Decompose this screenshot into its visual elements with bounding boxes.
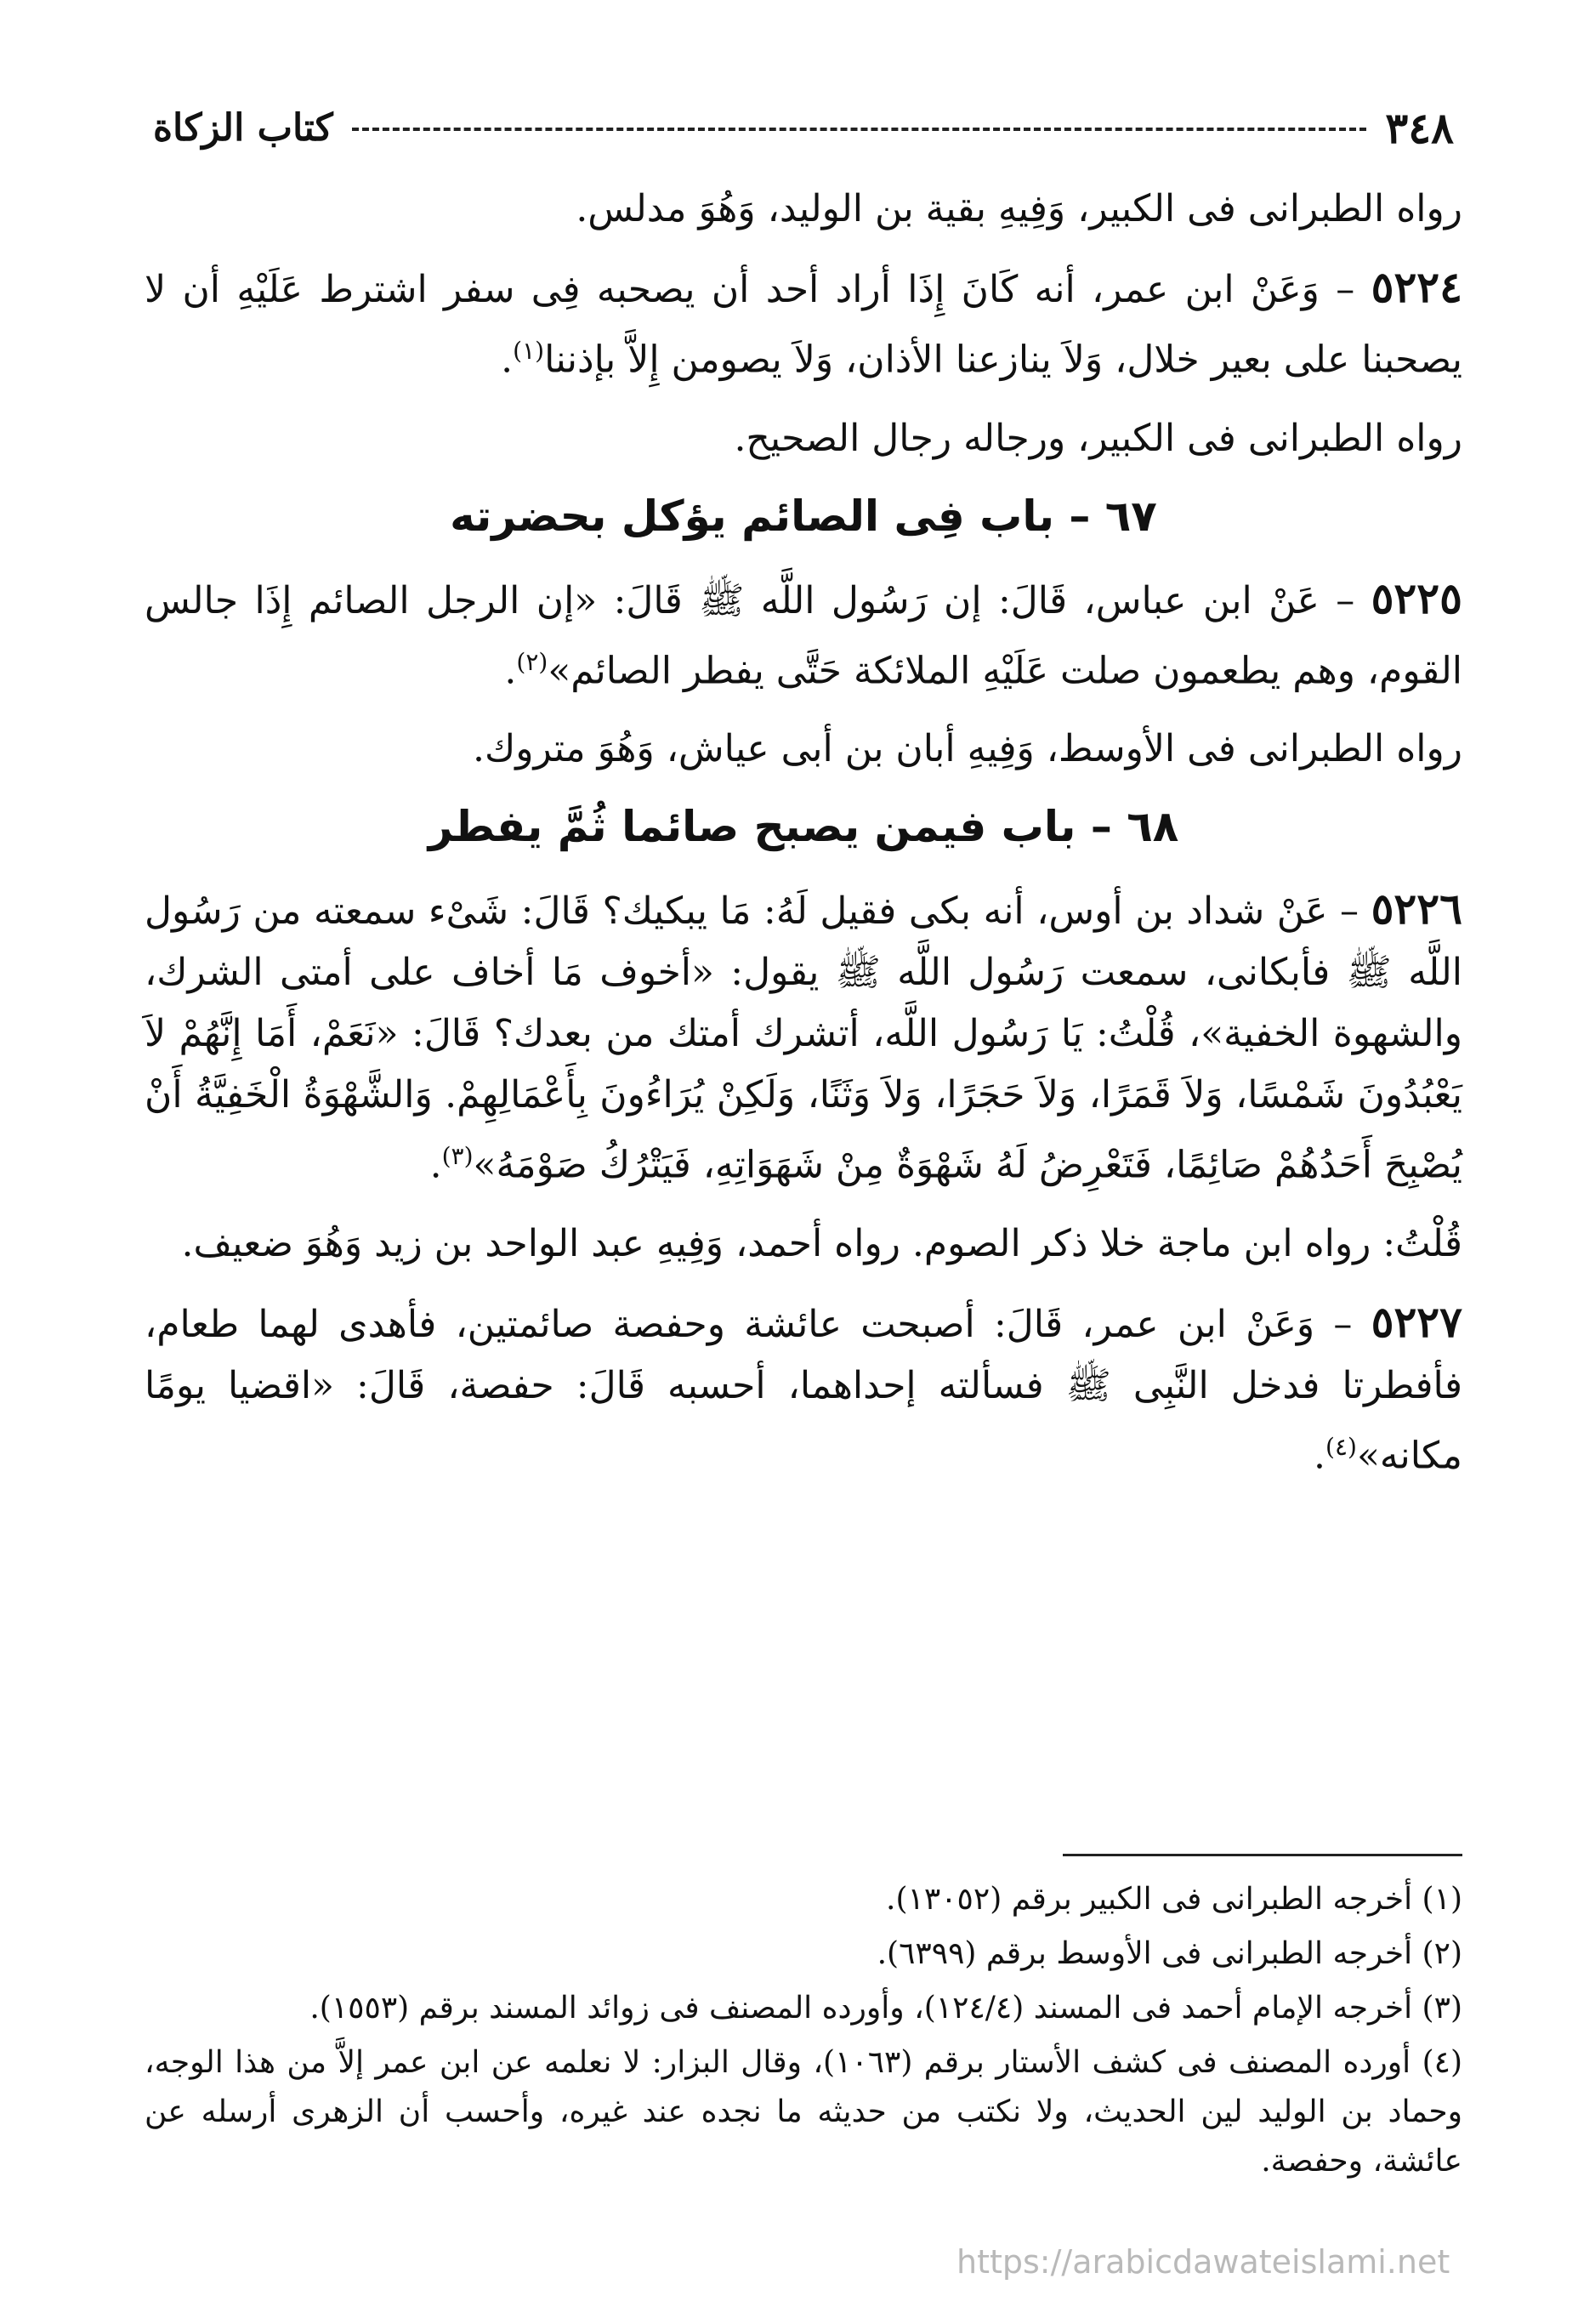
hadith-end: . [1314,1434,1326,1478]
hadith-text: – وَعَنْ ابن عمر، أنه كَانَ إِذَا أراد أحد أن يصحبه فِى سفر اشترط عَلَيْهِ أن لا يصحبنا على بعير خلال، وَلاَ ينازعنا الأذان، وَلاَ يصومن إِلاَّ بإذننا [145,268,1462,382]
hadith-5224 [145,257,1462,391]
main-text [145,179,1462,1504]
header-dashed-rule [352,128,1367,131]
footnote-ref: (١) [513,337,545,365]
hadith-number: ٥٢٢٤ [1371,262,1463,312]
hadith-text: – وَعَنْ ابن عمر، قَالَ: أصبحت عائشة وحفصة صائمتين، فأهدى لهما طعام، فأفطرتا فدخل النَّبِى ﷺ فسألته إحداهما، أحسبه قَالَ: حفصة، قَالَ: «اقضيا يومًا مكانه» [145,1302,1462,1478]
page-number: ٣٤٨ [1385,102,1454,153]
hadith-number: ٥٢٢٦ [1371,884,1462,935]
commentary-paragraph: قُلْتُ: رواه ابن ماجة خلا ذكر الصوم. رواه أحمد، وَفِيهِ عبد الواحد بن زيد وَهُوَ ضعيف. [181,1221,1462,1265]
hadith-text: – عَنْ ابن عباس، قَالَ: إن رَسُول اللَّه ﷺ قَالَ: «إن الرجل الصائم إِذَا جالس القوم، وهم يطعمون صلت عَلَيْهِ الملائكة حَتَّى يفطر الصائم» [145,578,1462,693]
footnote-ref: (٤) [1325,1432,1357,1461]
footnote-1: (١) أخرجه الطبرانى فى الكبير برقم (١٣٠٥٢). [886,1882,1462,1917]
footnote-3: (٣) أخرجه الإمام أحمد فى المسند (١٢٤/٤)، وأورده المصنف فى زوائد المسند برقم (١٥٥٣). [309,1991,1462,2026]
hadith-end: . [429,1143,442,1187]
hadith-5226 [145,878,1462,1196]
hadith-end: . [501,338,514,382]
hadith-5227 [145,1292,1462,1487]
commentary-paragraph: رواه الطبرانى فى الكبير، ورجاله رجال الصحيح. [734,416,1462,460]
footnote-ref: (٢) [516,647,548,676]
footnote-ref: (٣) [441,1142,474,1171]
footnotes [145,1875,1462,2191]
hadith-5225 [145,568,1462,702]
chapter-heading-67: ٦٧ – باب فِى الصائم يؤكل بحضرته [450,491,1157,541]
chapter-heading-68: ٦٨ – باب فيمن يصبح صائما ثُمَّ يفطر [428,802,1179,852]
hadith-end: . [504,649,517,693]
running-header [153,102,1454,153]
hadith-number: ٥٢٢٧ [1371,1296,1463,1347]
commentary-paragraph: رواه الطبرانى فى الكبير، وَفِيهِ بقية بن الوليد، وَهُوَ مدلس. [576,187,1462,230]
hadith-number: ٥٢٢٥ [1371,572,1462,623]
footnote-4: (٤) أورده المصنف فى كشف الأستار برقم (١٠٦٣)، وقال البزار: لا نعلمه عن ابن عمر إلاَّ من هذا الوجه، وحماد بن الوليد لين الحديث، ولا نكتب من حديثه ما نجده عند غيره، وأحسب أن الزهرى أرسله عن عائشة، وحفصة. [145,2045,1463,2179]
commentary-paragraph: رواه الطبرانى فى الأوسط، وَفِيهِ أبان بن أبى عياش، وَهُوَ متروك. [472,727,1462,771]
hadith-text: – عَنْ شداد بن أوس، أنه بكى فقيل لَهُ: مَا يبكيك؟ قَالَ: شَىْء سمعته من رَسُول اللَّه ﷺ فأبكانى، سمعت رَسُول اللَّه ﷺ يقول: «أخوف مَا أخاف على أمتى الشرك، والشهوة الخفية»، قُلْتُ: يَا رَسُول اللَّه، أتشرك أمتك من بعدك؟ قَالَ: «نَعَمْ، أَمَا إِنَّهُمْ لاَ يَعْبُدُونَ شَمْسًا، وَلاَ قَمَرًا، وَلاَ حَجَرًا، وَلاَ وَثَنًا، وَلَكِنْ يُرَاءُونَ بِأَعْمَالِهِمْ. وَالشَّهْوَةُ الْخَفِيَّةُ أَنْ يُصْبِحَ أَحَدُهُمْ صَائِمًا، فَتَعْرِضُ لَهُ شَهْوَةٌ مِنْ شَهَوَاتِهِ، فَيَتْرُكُ صَوْمَهُ» [145,889,1462,1187]
watermark-url: https://arabicdawateislami.net [956,2243,1450,2281]
footnote-2: (٢) أخرجه الطبرانى فى الأوسط برقم (٦٣٩٩). [877,1936,1462,1971]
footnote-separator [1063,1854,1462,1856]
book-title: كتاب الزكاة [153,105,333,150]
